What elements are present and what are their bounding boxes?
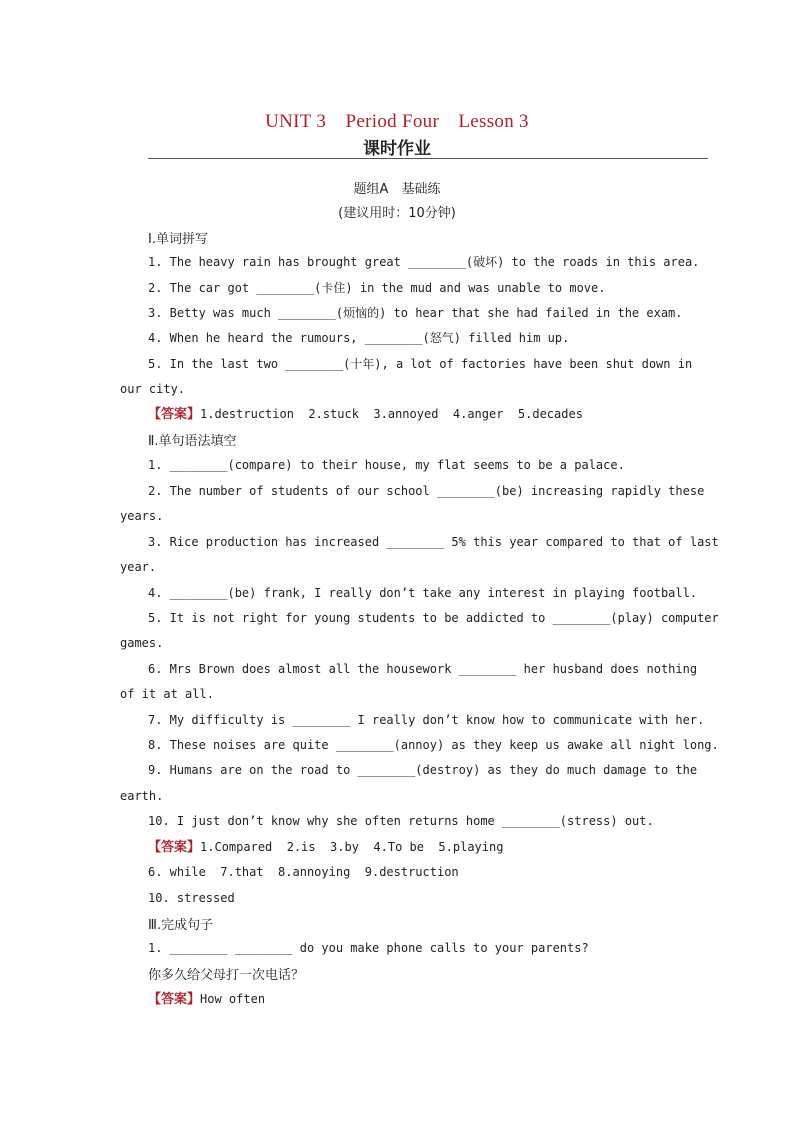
page-subtitle: 课时作业 <box>363 139 431 159</box>
section2-question-5-continued: games. <box>120 636 164 650</box>
section3-question-1-chinese: 你多久给父母打一次电话？ <box>148 968 305 983</box>
section3-answer <box>148 991 265 1008</box>
section2-question-9-continued: earth. <box>120 789 164 803</box>
section2-question-2-continued: years. <box>120 509 164 523</box>
answer-text: How often <box>200 992 266 1006</box>
section2-question-9: 9. Humans are on the road to ________(destroy) as they do much damage to the <box>148 763 698 777</box>
section2-question-2: 2. The number of students of our school ________(be) increasing rapidly these <box>148 484 705 498</box>
section2-question-6: 6. Mrs Brown does almost all the housework ________ her husband does nothing <box>148 662 698 676</box>
answer-label: 【答案】 <box>148 992 201 1007</box>
section3-question-1: 1. ________ ________ do you make phone calls to your parents? <box>148 941 589 955</box>
page-title: UNIT 3 Period Four Lesson 3 <box>265 111 529 132</box>
section1-question-1: 1. The heavy rain has brought great ________(破坏) to the roads in this area. <box>148 255 700 269</box>
time-note: (建议用时：10分钟) <box>338 206 456 221</box>
section2-question-3: 3. Rice production has increased ________ 5% this year compared to that of last <box>148 535 719 549</box>
section1-question-5: 5. In the last two ________(十年), a lot of factories have been shut down in <box>148 357 693 371</box>
section2-question-3-continued: year. <box>120 560 157 574</box>
section1-heading: Ⅰ.单词拼写 <box>148 232 208 247</box>
group-title: 题组A 基础练 <box>353 182 441 197</box>
section2-question-8: 8. These noises are quite ________(annoy) as they keep us awake all night long. <box>148 738 719 752</box>
section2-heading: Ⅱ.单句语法填空 <box>148 434 237 449</box>
answer-label: 【答案】 <box>148 407 201 422</box>
section2-answer-line-3: 10. stressed <box>148 891 235 905</box>
section1-question-2: 2. The car got ________(卡住) in the mud and was unable to move. <box>148 281 606 295</box>
section2-question-10: 10. I just don’t know why she often returns home ________(stress) out. <box>148 814 654 828</box>
section2-question-1: 1. ________(compare) to their house, my flat seems to be a palace. <box>148 458 625 472</box>
section2-answer-line-2: 6. while 7.that 8.annoying 9.destruction <box>148 865 459 879</box>
section2-answer <box>148 839 503 856</box>
section2-question-5: 5. It is not right for young students to be addicted to ________(play) computer <box>148 611 719 625</box>
title-divider <box>148 158 708 159</box>
answer-text: 1.destruction 2.stuck 3.annoyed 4.anger 5.decades <box>200 407 583 421</box>
answer-label: 【答案】 <box>148 840 201 855</box>
section1-question-3: 3. Betty was much ________(烦恼的) to hear that she had failed in the exam. <box>148 306 683 320</box>
section1-question-5-continued: our city. <box>120 382 186 396</box>
section1-answer <box>148 406 583 423</box>
answer-text: 1.Compared 2.is 3.by 4.To be 5.playing <box>200 840 504 854</box>
section2-question-6-continued: of it at all. <box>120 687 214 701</box>
section3-heading: Ⅲ.完成句子 <box>148 918 214 933</box>
section1-question-4: 4. When he heard the rumours, ________(怒气) filled him up. <box>148 331 570 345</box>
section2-question-4: 4. ________(be) frank, I really don’t take any interest in playing football. <box>148 586 698 600</box>
section2-question-7: 7. My difficulty is ________ I really don’t know how to communicate with her. <box>148 713 705 727</box>
